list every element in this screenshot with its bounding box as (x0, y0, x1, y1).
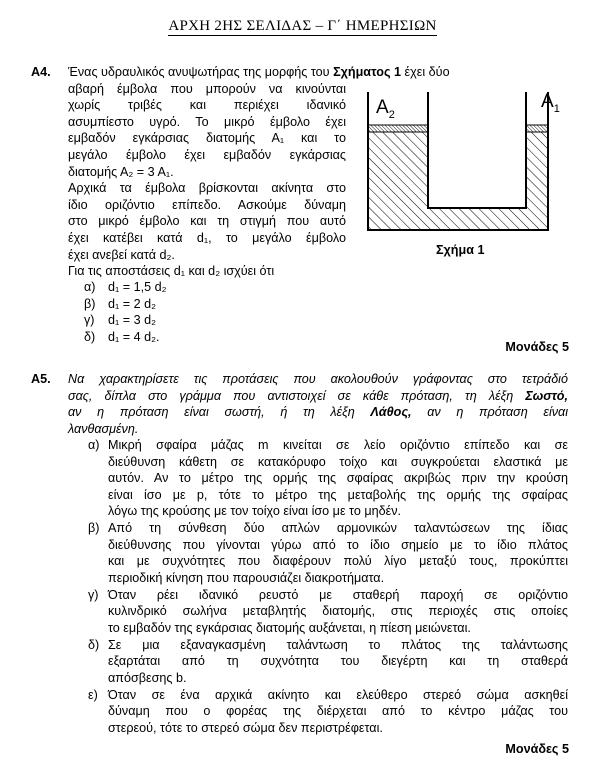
a4-line: αβαρή έμβολα που μπορούν να κινούνται (68, 81, 346, 96)
a5-item-b (88, 520, 568, 586)
question-a4-label: Α4. (31, 65, 51, 79)
a4-marks: Μονάδες 5 (505, 340, 569, 354)
a5-marks: Μονάδες 5 (505, 742, 569, 756)
item-line: Όταν ρέει ιδανικό ρευστό με σταθερή παροχή σε οριζόντιο (108, 587, 568, 602)
item-line: είναι ίσο με p, τότε το μέτρο της μεταβολής της ορμής της σφαίρας (108, 487, 568, 502)
a5-intro-text: αν η πρόταση είναι σωστή, ή τη λέξη (68, 405, 355, 420)
question-a5-intro (68, 371, 568, 437)
item-letter: β) (88, 521, 100, 535)
a4-figure-ref: Σχήματος 1 (333, 65, 402, 79)
item-line: εξαρτάται από τη συχνότητα του διεγέρτη και τη σταθερά (108, 654, 568, 669)
a4-line: στο μικρό έμβολο και τη στιγμή που αυτό (68, 214, 346, 229)
a5-word-wrong: Λάθος, (370, 405, 412, 420)
option-letter: δ) (84, 329, 96, 344)
a4-line: ίδιο οριζόντιο επίπεδο. Ασκούμε δύναμη (68, 197, 346, 212)
item-line: στερεού, τότε το στερεό σώμα δεν περιστρέφεται. (108, 720, 383, 735)
label-a2: $A_2$ (376, 97, 395, 121)
a4-line-1-tail: έχει δύο (404, 65, 450, 79)
option-letter: β) (84, 296, 96, 311)
large-piston (368, 125, 428, 132)
a4-line: Αρχικά τα έμβολα βρίσκονται ακίνητα στο (68, 181, 346, 196)
option-text: d₁ = 2 d₂ (108, 296, 157, 311)
a4-option-d (84, 329, 160, 346)
liquid (368, 132, 548, 230)
a4-line: εμβαδόν εγκάρσιας διατομής Α₁ και το (68, 131, 346, 146)
a5-item-e (88, 687, 568, 737)
item-line: Όταν σε ένα αρχικά ακίνητο και ελεύθερο στερεό σώμα ασκηθεί (108, 687, 568, 702)
item-line: Από τη σύνθεση δύο απλών αρμονικών ταλαντώσεων της ίδιας (108, 521, 568, 535)
question-a4-text (68, 81, 346, 280)
a4-option-c (84, 312, 156, 329)
label-a1: $A_1$ (541, 91, 560, 115)
a5-word-correct: Σωστό, (525, 388, 568, 403)
a5-intro-line: Να χαρακτηρίσετε τις προτάσεις που ακολουθούν γράφοντας στο τετράδιό (68, 372, 568, 386)
item-line: απόσβεσης b. (108, 670, 187, 685)
item-line: Μικρή σφαίρα μάζας m κινείται σε λείο οριζόντιο επίπεδο και σε (108, 438, 568, 452)
item-line: κυλινδρικό σωλήνα μεταβλητής διατομής, στις περιοχές στις οποίες (108, 604, 568, 619)
item-letter: α) (88, 438, 100, 452)
a4-line: διατομής Α₂ = 3 Α₁. (68, 164, 174, 179)
a5-intro-line (68, 404, 568, 421)
item-line: περιοδική κίνηση που παρουσιάζει διακροτήματα. (108, 570, 385, 585)
small-piston (526, 125, 548, 132)
option-text: d₁ = 3 d₂ (108, 313, 157, 328)
item-letter: ε) (88, 687, 98, 702)
a5-intro-text: σας, δίπλα στο γράμμα που αντιστοιχεί σε κάθε πρόταση, τη λέξη (68, 388, 514, 403)
item-line: Σε μια εξαναγκασμένη ταλάντωση το πλάτος της ταλάντωσης (108, 637, 568, 652)
item-line: διεύθυνσης που γίνονται γύρω από το ίδιο σημείο με το ίδιο πλάτος (108, 537, 568, 552)
a5-intro-line: λανθασμένη. (68, 421, 139, 436)
option-letter: γ) (84, 313, 95, 328)
figure-caption: Σχήμα 1 (436, 243, 485, 257)
option-letter: α) (84, 280, 96, 294)
a4-line: μεγάλο έμβολο έχει εμβαδόν εγκάρσιας (68, 147, 346, 162)
item-line: διεύθυνση κάθετη σε κατακόρυφο τοίχο και συγκρούεται ελαστικά με (108, 454, 568, 469)
item-letter: δ) (88, 637, 100, 652)
a5-item-a (88, 437, 568, 520)
item-letter: γ) (88, 587, 99, 602)
item-line: λόγω της κρούσης με τον τοίχο είναι ίσο με το μηδέν. (108, 504, 402, 519)
question-a4-first-line (68, 64, 568, 81)
a5-intro-tail: αν η πρόταση είναι (427, 405, 569, 420)
page-header (0, 18, 605, 35)
a4-line: χωρίς τριβές και περιέχει ιδανικό (68, 98, 346, 113)
a5-item-c (88, 587, 568, 637)
item-line: και με συχνότητες που διαφέρουν πολύ λίγο μεταξύ τους, προκύπτει (108, 554, 568, 569)
a4-option-a (84, 279, 167, 296)
item-line: δύναμη που ο φορέας της διέρχεται από το κέντρο μάζας του (108, 704, 568, 719)
a4-line: Για τις αποστάσεις d₁ και d₂ ισχύει ότι (68, 264, 275, 279)
a5-intro-line (68, 388, 568, 405)
a4-option-b (84, 296, 156, 313)
question-a5-label: Α5. (31, 372, 51, 386)
a4-line-1: Ένας υδραυλικός ανυψωτήρας της μορφής του (68, 65, 330, 79)
a4-line: έχει ανεβεί κατά d₂. (68, 247, 175, 262)
container-inner-wall (428, 92, 526, 208)
page-header-text: ΑΡΧΗ 2ΗΣ ΣΕΛΙΔΑΣ – Γ΄ ΗΜΕΡΗΣΙΩΝ (168, 18, 437, 34)
item-line: το εμβαδόν της εγκάρσιας διατομής αυξάνεται, η πίεση μειώνεται. (108, 620, 471, 635)
a5-item-d (88, 637, 568, 687)
option-text: d₁ = 1,5 d₂ (108, 280, 167, 294)
a4-line: ασυμπίεστο υγρό. Το μικρό έμβολο έχει (68, 114, 346, 129)
item-line: αυτόν. Αν το μέτρο της ορμής της σφαίρας ακριβώς πριν την κρούση (108, 471, 568, 486)
option-text: d₁ = 4 d₂. (108, 329, 160, 344)
a4-line: έχει κατέβει κατά d₁, το μεγάλο έμβολο (68, 230, 346, 245)
